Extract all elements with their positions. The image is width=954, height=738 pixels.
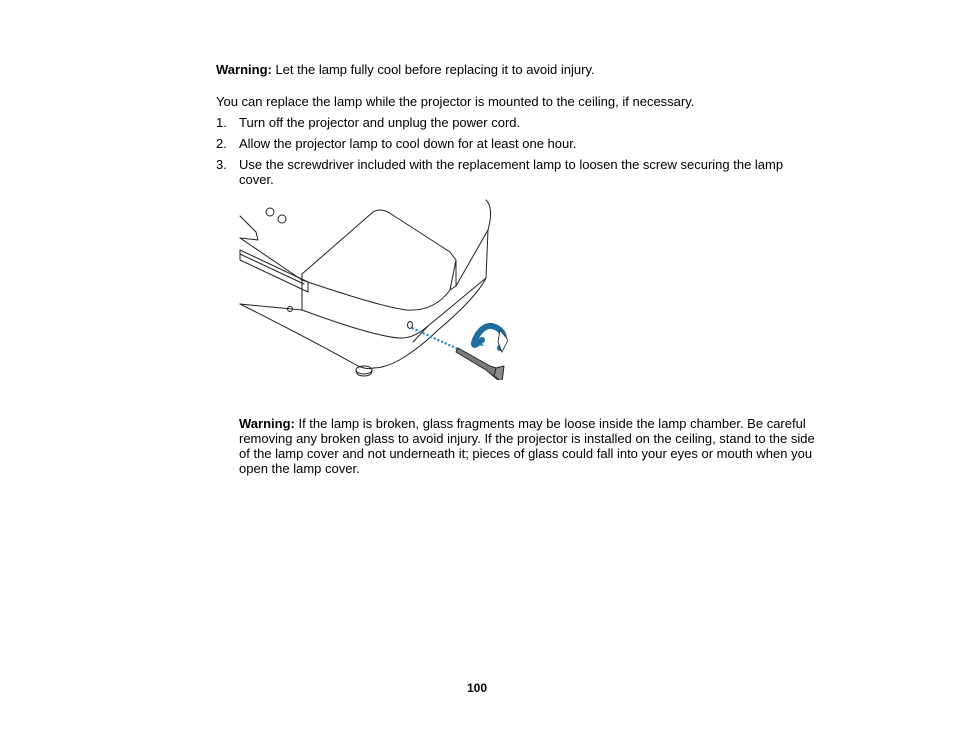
step-number: 1. bbox=[216, 115, 227, 130]
warning-text: If the lamp is broken, glass fragments may be loose inside the lamp chamber. Be careful removing any broken glass to avoid injury. If the projector is installed on the ceiling, stand to the side of the lamp cover and not underneath it; pieces of glass could fall into your eyes or mouth when you open the lamp cover. bbox=[239, 416, 815, 476]
step-item bbox=[216, 136, 806, 151]
warning-label: Warning: bbox=[239, 416, 295, 431]
warning-note-bottom bbox=[239, 416, 824, 476]
steps-list bbox=[216, 115, 806, 193]
step-text: Turn off the projector and unplug the power cord. bbox=[239, 115, 521, 130]
warning-note-top bbox=[216, 62, 816, 77]
step-text: Use the screwdriver included with the replacement lamp to loosen the screw securing the lamp cover. bbox=[239, 157, 784, 187]
warning-text: Let the lamp fully cool before replacing it to avoid injury. bbox=[271, 62, 595, 77]
step-item bbox=[216, 115, 806, 130]
warning-label: Warning: bbox=[216, 62, 272, 77]
step-text: Allow the projector lamp to cool down for at least one hour. bbox=[239, 136, 577, 151]
step-number: 2. bbox=[216, 136, 227, 151]
intro-paragraph: You can replace the lamp while the projector is mounted to the ceiling, if necessary. bbox=[216, 94, 695, 109]
projector-lamp-cover-screwdriver-icon bbox=[238, 198, 508, 380]
projector-illustration bbox=[238, 198, 508, 380]
step-item bbox=[216, 157, 806, 187]
page-number: 100 bbox=[466, 681, 488, 695]
step-number: 3. bbox=[216, 157, 227, 172]
